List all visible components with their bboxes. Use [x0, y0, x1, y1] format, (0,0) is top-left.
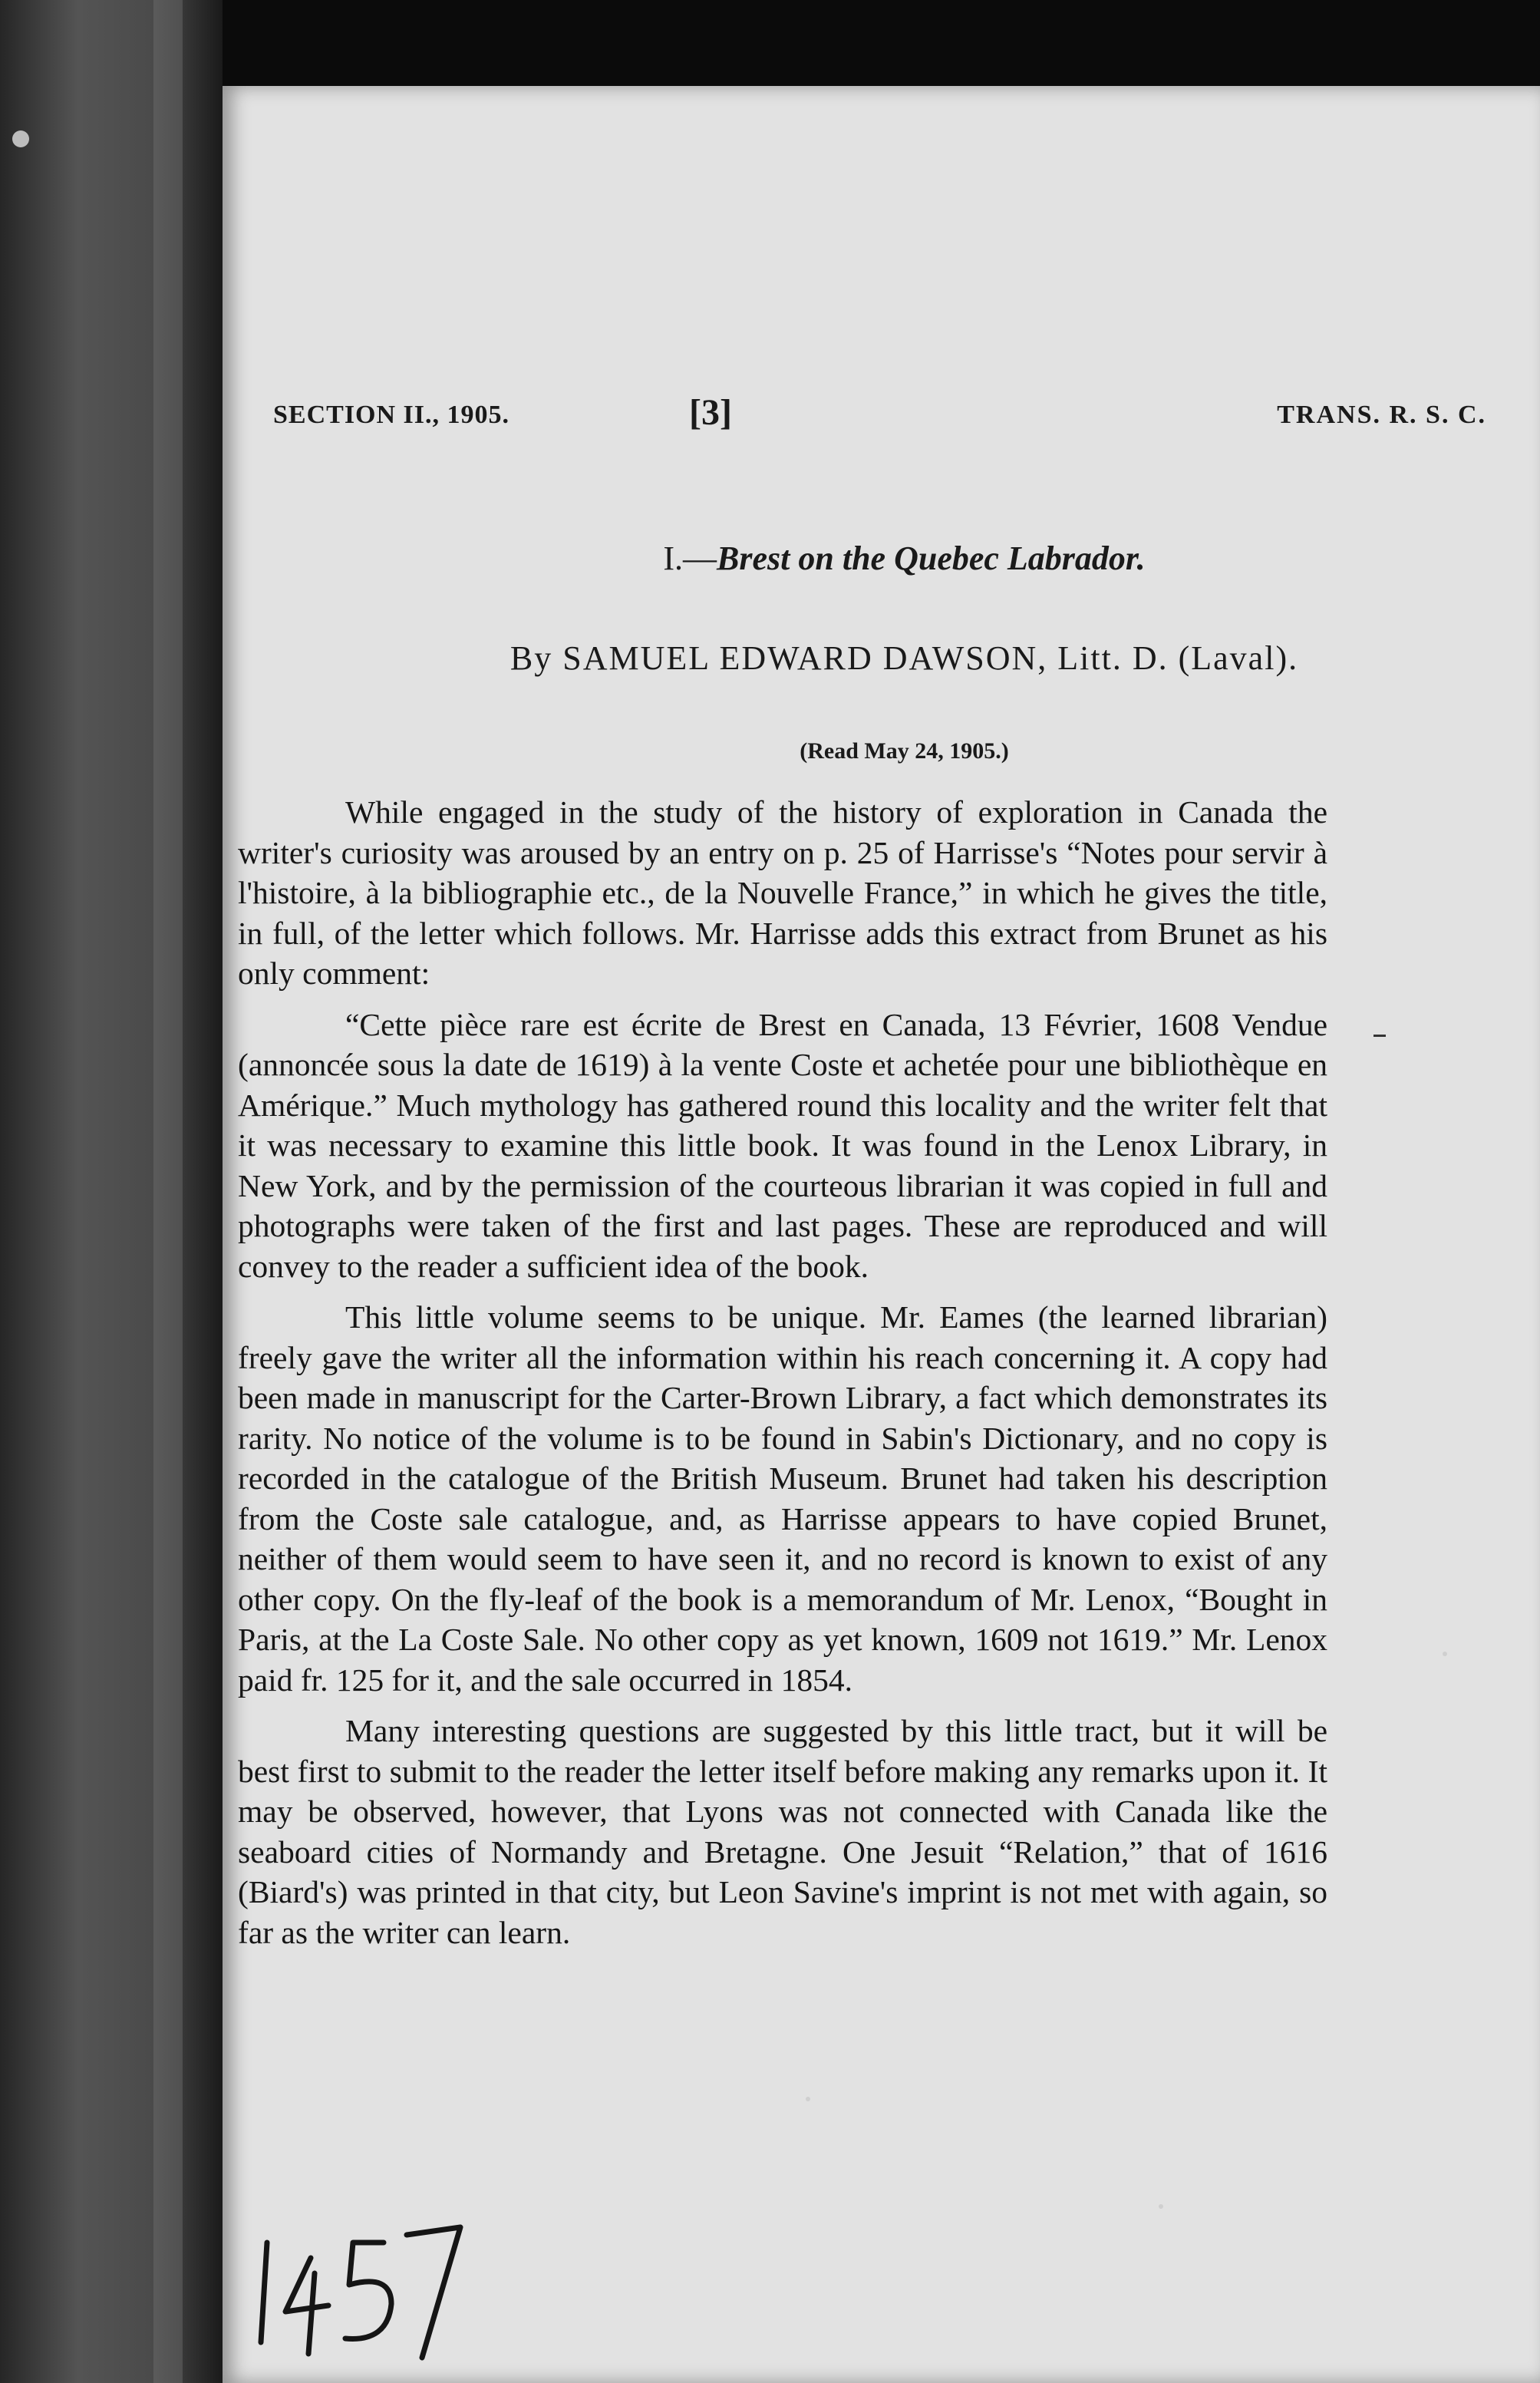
article-title — [223, 539, 1540, 578]
read-date: (Read May 24, 1905.) — [800, 738, 1009, 764]
paragraph-2: “Cette pièce rare est écrite de Brest en Canada, 13 Février, 1608 Vendue (annoncée sous la date de 1619) à la vente Coste et achetée pour une bibliothèque en Amérique.” Much mythology has gathered round this locality and the writer felt that it was necessary to examine this little book. It was found in the Lenox Library, in New York, and by the permission of the courteous librarian it was copied in full and photographs were taken of the first and last pages. These are reproduced and will convey to the reader a sufficient idea of the book. — [238, 1006, 1327, 1284]
scan-artifact-mark — [1373, 1035, 1386, 1037]
paragraph-3: This little volume seems to be unique. Mr. Eames (the learned librarian) freely gave the writer all the information within his reach concerning it. A copy had been made in manuscript for the Carter-Brown Library, a fact which demonstrates its rarity. No notice of the volume is to be found in Sabin's Dictionary, and no copy is recorded in the catalogue of the British Museum. Brunet had taken his description from the Coste sale catalogue, and, as Harrisse appears to have copied Brunet, neither of them would seem to have seen it, and no record is known to exist of any other copy. On the fly-leaf of the book is a memorandum of Mr. Lenox, “Bought in Paris, at the La Coste Sale. No other copy as yet known, 1609 not 1619.” Mr. Lenox paid fr. 125 for it, and the sale occurred in 1854. — [238, 1299, 1327, 1698]
article-body — [238, 792, 1327, 1963]
scan-left-margin — [0, 0, 223, 2383]
header-page-number: [3] — [689, 392, 732, 433]
title-text: Brest on the Quebec Labrador. — [717, 540, 1146, 577]
book-spine-edge — [153, 0, 183, 2383]
author-line: By SAMUEL EDWARD DAWSON, Litt. D. (Laval). — [509, 639, 1299, 677]
running-header — [223, 392, 1540, 447]
scan-speck — [1443, 1652, 1447, 1656]
scan-artifact-dot — [12, 130, 29, 147]
handwritten-number — [238, 2212, 468, 2365]
title-prefix: I.— — [663, 540, 717, 577]
handwritten-number-text: 1457 — [238, 2212, 239, 2213]
paragraph-1: While engaged in the study of the history of exploration in Canada the writer's curiosity was aroused by an entry on p. 25 of Harrisse's “Notes pour servir à l'histoire, à la bibliographie etc., de la Nouvelle France,” in which he gives the title, in full, of the letter which follows. Mr. Harrisse adds this extract from Brunet as his only comment: — [238, 794, 1327, 991]
header-section: SECTION II., 1905. — [273, 401, 510, 429]
document-page — [223, 86, 1540, 2383]
paragraph-4: Many interesting questions are suggested by this little tract, but it will be best first to submit to the reader the letter itself before making any remarks upon it. It may be observed, however, that Lyons was not connected with Canada like the seaboard cities of Normandy and Bretagne. One Jesuit “Relation,” that of 1616 (Biard's) was printed in that city, but Leon Savine's imprint is not met with again, so far as the writer can learn. — [238, 1713, 1327, 1950]
scan-speck — [1159, 2204, 1163, 2209]
header-journal: TRANS. R. S. C. — [1277, 401, 1486, 429]
scan-speck — [806, 2097, 810, 2101]
